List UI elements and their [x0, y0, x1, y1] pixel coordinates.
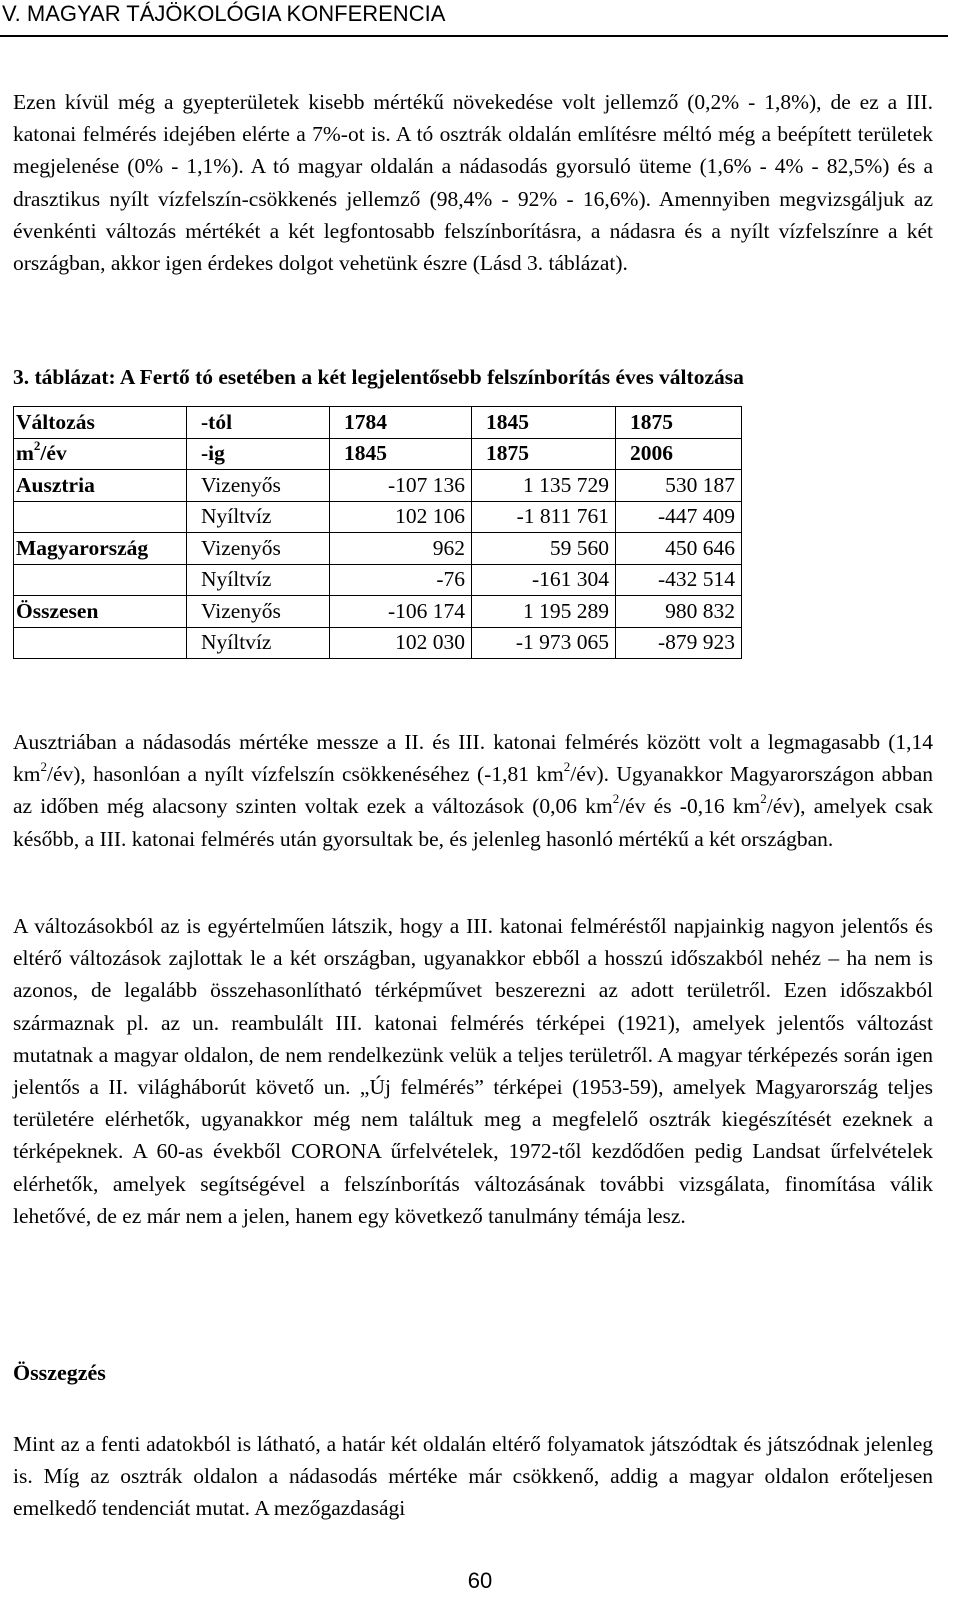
paragraph-austria: Ausztriában a nádasodás mértéke messze a II. és III. katonai felmérés között volt a legmagasabb (1,14 $km^2/év$), hasonlóan a nyílt vízfelszín csökkenéséhez (-1,81 $km^2/év$). Ugyanakkor Magyarországon abban az időben még alacsony szinten voltak ezek a változások (0,06 $km^2/év$ és -0,16 $km^2/év$), amelyek csak később, a III. katonai felmérés után gyorsultak be, és jelenleg hasonló mértékű a két országban.	[13, 730, 933, 851]
table-header-cell: -tól	[187, 407, 330, 439]
table-header-row	[14, 407, 742, 439]
table-header-cell: 1845	[472, 407, 616, 439]
table-row	[14, 501, 742, 533]
table-row	[14, 564, 742, 596]
table-header-row	[14, 438, 742, 470]
table-row	[14, 533, 742, 565]
paragraph-intro: Ezen kívül még a gyepterületek kisebb mértékű növekedése volt jellemző (0,2% - 1,8%), de ez a III. katonai felmérés idejében elérte a 7%-ot is. A tó osztrák oldalán említésre méltó még a beépített területek megjelenése (0% - 1,1%). A tó magyar oldalán a nádasodás gyorsuló üteme (1,6% - 4% - 82,5%) és a drasztikus nyílt vízfelszín-csökkenés jellemző (98,4% - 92% - 16,6%). Amennyiben megvizsgáljuk az évenkénti változás mértékét a két legfontosabb felszínborításra, a nádasra és a nyílt vízfelszínre a két országban, akkor igen érdekes dolgot vehetünk észre (Lásd 3. táblázat).	[13, 90, 933, 276]
table-cell-value: -161 304	[472, 564, 616, 596]
table-header-cell-unit: $m^2/év$	[14, 438, 187, 470]
table-cell-type: Vizenyős	[187, 470, 330, 502]
table-cell-value: -1 973 065	[472, 627, 616, 659]
table-cell-type: Nyíltvíz	[187, 501, 330, 533]
table-cell-value: -76	[330, 564, 472, 596]
table-caption: 3. táblázat: A Fertő tó esetében a két legjelentősebb felszínborítás éves változása	[13, 365, 744, 389]
table-cell-value: -879 923	[616, 627, 742, 659]
table-header-cell: 1875	[472, 438, 616, 470]
table-row	[14, 470, 742, 502]
table-header-cell: 1875	[616, 407, 742, 439]
table-cell-country: Ausztria	[14, 470, 187, 502]
table-row	[14, 627, 742, 659]
table-header-cell: Változás	[14, 407, 187, 439]
conference-title: V. MAGYAR TÁJÖKOLÓGIA KONFERENCIA	[2, 1, 446, 26]
table-cell-value: -107 136	[330, 470, 472, 502]
section-heading-summary: Összegzés	[13, 1360, 106, 1385]
table-cell-value: 530 187	[616, 470, 742, 502]
table-cell-value: -1 811 761	[472, 501, 616, 533]
table-cell-value: 102 030	[330, 627, 472, 659]
table-cell-value: 962	[330, 533, 472, 565]
table-cell-value: 450 646	[616, 533, 742, 565]
table-header-cell: -ig	[187, 438, 330, 470]
table-cell-value: 1 195 289	[472, 596, 616, 628]
table-cell-value: 980 832	[616, 596, 742, 628]
page-header	[0, 0, 948, 37]
page-number: 60	[467, 1568, 493, 1593]
table-cell-country	[14, 501, 187, 533]
table-cell-type: Nyíltvíz	[187, 627, 330, 659]
table-cell-country: Magyarország	[14, 533, 187, 565]
table-cell-country	[14, 564, 187, 596]
table-row	[14, 596, 742, 628]
paragraph-changes: A változásokból az is egyértelműen látszik, hogy a III. katonai felméréstől napjainkig nagyon jelentős és eltérő változások zajlottak le a két országban, ugyanakkor ebből a hosszú időszakból nehéz – ha nem is azonos, de legalább összehasonlítható térképművet beszerezni az adott területről. Ezen időszakból származnak pl. az un. reambulált III. katonai felmérés térképei (1921), amelyek jelentős változást mutatnak a magyar oldalon, de nem rendelkezünk velük a teljes területről. A magyar térképezés során igen jelentős a II. világháborút követő un. „Új felmérés” térképei (1953-59), amelyek Magyarország teljes területére elérhetők, ugyanakkor még nem találtuk meg a megfelelő osztrák kiegészítését ezeknek a térképeknek. A 60-as évekből CORONA űrfelvételek, 1972-től kezdődően pedig Landsat űrfelvételek elérhetők, amelyek segítségével a felszínborítás változásának további vizsgálata, finomítása válik lehetővé, de ez már nem a jelen, hanem egy következő tanulmány témája lesz.	[13, 914, 933, 1228]
change-table	[13, 406, 742, 659]
table-cell-value: 59 560	[472, 533, 616, 565]
table-header-cell: 2006	[616, 438, 742, 470]
paragraph-summary: Mint az a fenti adatokból is látható, a határ két oldalán eltérő folyamatok játszódtak és játszódnak jelenleg is. Míg az osztrák oldalon a nádasodás mértéke már csökkenő, addig a magyar oldalon erőteljesen emelkedő tendenciát mutat. A mezőgazdasági	[13, 1432, 933, 1521]
table-cell-type: Vizenyős	[187, 596, 330, 628]
table-cell-type: Nyíltvíz	[187, 564, 330, 596]
table-cell-value: 102 106	[330, 501, 472, 533]
table-cell-value: -432 514	[616, 564, 742, 596]
table-cell-value: 1 135 729	[472, 470, 616, 502]
table-cell-country	[14, 627, 187, 659]
table-cell-country: Összesen	[14, 596, 187, 628]
table-header-cell: 1845	[330, 438, 472, 470]
table-header-cell: 1784	[330, 407, 472, 439]
table-cell-type: Vizenyős	[187, 533, 330, 565]
table-cell-value: -106 174	[330, 596, 472, 628]
table-cell-value: -447 409	[616, 501, 742, 533]
